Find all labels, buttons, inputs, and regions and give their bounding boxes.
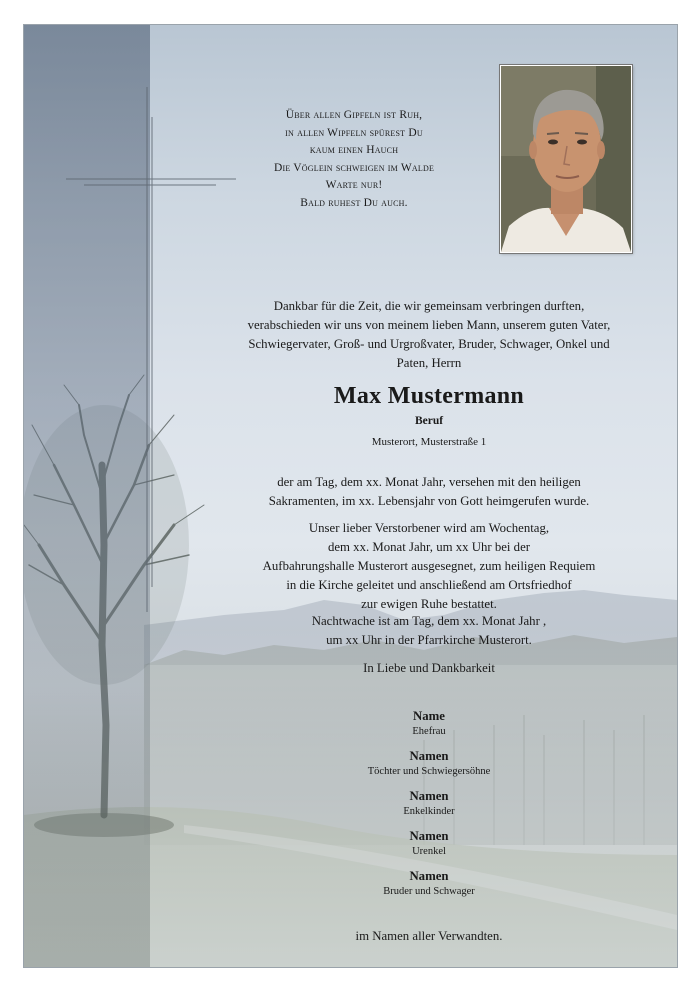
deceased-address: Musterort, Musterstraße 1 — [371, 436, 487, 448]
cross-icon — [66, 87, 236, 612]
paragraph-line: Aufbahrungshalle Musterort ausgesegnet, zum heiligen Requiem — [262, 559, 596, 573]
signoff-line: im Namen aller Verwandten. — [355, 929, 503, 943]
mourner-name: Namen — [409, 789, 449, 803]
mourner-name: Namen — [409, 829, 449, 843]
paragraph-line: Nachtwache ist am Tag, dem xx. Monat Jahr , — [311, 614, 547, 628]
mourner-name: Namen — [409, 749, 449, 763]
mourner-relation: Ehefrau — [412, 726, 446, 737]
paragraph-line: Unser lieber Verstorbener wird am Wochentag, — [308, 521, 550, 535]
mourner-entry — [234, 749, 624, 789]
mourner-relation: Bruder und Schwager — [383, 886, 475, 897]
intro-line: Dankbar für die Zeit, die wir gemeinsam verbringen durften, — [273, 299, 585, 313]
mourner-relation: Urenkel — [412, 846, 446, 857]
poem-line: Über allen Gipfeln ist Ruh, — [285, 109, 423, 121]
poem — [234, 107, 474, 212]
mourner-entry — [234, 869, 624, 909]
poem-line: in allen Wipfeln spürest Du — [285, 126, 423, 139]
paragraph-line: um xx Uhr in der Pfarrkirche Musterort. — [326, 633, 532, 647]
deceased-profession: Beruf — [414, 415, 444, 427]
death-notice-paragraph — [234, 473, 624, 511]
mourner-entry — [234, 789, 624, 829]
intro-text — [234, 297, 624, 373]
intro-line: Schwiegervater, Groß- und Urgroßvater, Bruder, Schwager, Onkel und — [248, 337, 610, 351]
deceased-name: Max Mustermann — [333, 383, 525, 409]
obituary-card — [23, 24, 678, 968]
paragraph-line: Sakramenten, im xx. Lebensjahr von Gott heimgerufen wurde. — [268, 494, 590, 508]
poem-line: Warte nur! — [325, 179, 383, 191]
paragraph-line: in die Kirche geleitet und anschließend am Ortsfriedhof — [286, 578, 572, 592]
paragraph-line: zur ewigen Ruhe bestattet. — [361, 597, 497, 611]
mourner-relation: Töchter und Schwiegersöhne — [367, 766, 491, 777]
paragraph-line: dem xx. Monat Jahr, um xx Uhr bei der — [327, 540, 531, 554]
vigil-paragraph — [234, 612, 624, 650]
paragraph-line: der am Tag, dem xx. Monat Jahr, versehen mit den heiligen — [277, 475, 581, 489]
poem-line: kaum einen Hauch — [309, 144, 399, 156]
mourner-name: Namen — [409, 869, 449, 883]
mourners-list — [234, 709, 624, 909]
poem-line: Bald ruhest Du auch. — [300, 196, 408, 209]
funeral-paragraph — [234, 519, 624, 614]
poem-line: Die Vöglein schweigen im Walde — [273, 161, 435, 174]
mourner-entry — [234, 829, 624, 869]
mourner-relation: Enkelkinder — [403, 806, 455, 817]
intro-line: verabschieden wir uns von meinem lieben Mann, unserem guten Vater, — [247, 318, 611, 332]
mourner-name: Name — [413, 709, 445, 723]
mourner-entry — [234, 709, 624, 749]
intro-line: Paten, Herrn — [396, 356, 462, 370]
portrait-photo — [500, 65, 632, 253]
closing-line: In Liebe und Dankbarkeit — [363, 661, 495, 675]
